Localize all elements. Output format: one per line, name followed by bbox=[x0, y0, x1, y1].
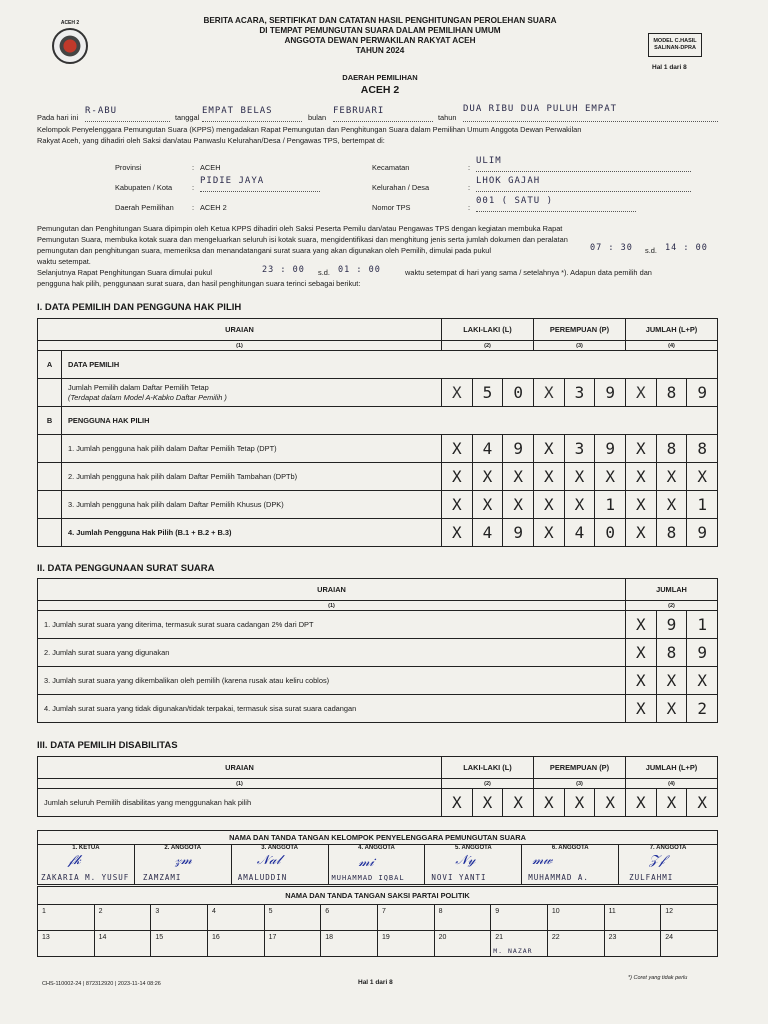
data-cell[interactable]: 4 bbox=[472, 519, 503, 547]
data-cell[interactable]: X bbox=[656, 491, 687, 519]
dapil-value: ACEH 2 bbox=[360, 84, 400, 96]
data-cell[interactable]: 0 bbox=[503, 379, 534, 407]
data-cell[interactable]: 9 bbox=[687, 639, 718, 667]
data-cell[interactable]: 9 bbox=[656, 611, 687, 639]
data-cell[interactable]: X bbox=[442, 379, 473, 407]
para-line-5b: waktu setempat di hari yang sama / setelahnya *). Adapun data pemilih dan bbox=[405, 268, 652, 277]
data-cell[interactable]: 1 bbox=[687, 491, 718, 519]
col-uraian: URAIAN bbox=[38, 319, 442, 341]
start-time[interactable]: 07 : 30 bbox=[590, 243, 633, 253]
data-cell[interactable]: 8 bbox=[656, 519, 687, 547]
saksi-slot[interactable]: 20 bbox=[434, 931, 491, 957]
col-uraian: URAIAN bbox=[38, 757, 442, 779]
doc-title-2: DI TEMPAT PEMUNGUTAN SUARA DALAM PEMILIHAN UMUM bbox=[259, 26, 501, 35]
data-cell[interactable]: X bbox=[534, 435, 565, 463]
saksi-slot[interactable]: 1 bbox=[38, 905, 95, 931]
data-cell[interactable]: X bbox=[472, 491, 503, 519]
para-line-4: waktu setempat. bbox=[37, 257, 91, 266]
kecamatan-label: Kecamatan bbox=[372, 163, 410, 172]
data-cell[interactable]: X bbox=[626, 695, 657, 723]
col-num: (2) bbox=[442, 779, 534, 789]
col-num: (1) bbox=[38, 601, 626, 611]
data-cell[interactable]: 5 bbox=[472, 379, 503, 407]
data-cell[interactable]: 9 bbox=[503, 435, 534, 463]
b4-label: 4. Jumlah Pengguna Hak Pilih (B.1 + B.2 + B.3) bbox=[62, 519, 442, 547]
kpps-member[interactable] bbox=[522, 845, 619, 885]
saksi-slot[interactable]: 10 bbox=[547, 905, 604, 931]
doc-title-4: TAHUN 2024 bbox=[355, 46, 405, 55]
member-name: ZULFAHMI bbox=[629, 873, 674, 882]
saksi-slot[interactable]: 11 bbox=[604, 905, 661, 931]
ss-row-2-label: 2. Jumlah surat suara yang digunakan bbox=[38, 639, 626, 667]
section-b-title: PENGGUNA HAK PILIH bbox=[62, 407, 718, 435]
data-cell[interactable]: X bbox=[595, 789, 626, 817]
kecamatan-field[interactable]: ULIM bbox=[476, 156, 691, 172]
data-cell[interactable]: X bbox=[595, 463, 626, 491]
data-cell[interactable]: X bbox=[626, 491, 657, 519]
data-cell[interactable]: 8 bbox=[656, 379, 687, 407]
tanggal-label: tanggal bbox=[175, 113, 200, 122]
data-cell[interactable]: X bbox=[564, 491, 595, 519]
count-end-time[interactable]: 01 : 00 bbox=[338, 265, 381, 275]
data-cell[interactable]: X bbox=[534, 463, 565, 491]
member-role: 1. KETUA bbox=[72, 845, 100, 851]
member-role: 7. ANGGOTA bbox=[649, 845, 687, 851]
kpps-member[interactable] bbox=[134, 845, 231, 885]
model-line-2: SALINAN-DPRA bbox=[654, 45, 696, 51]
dpt-label-2: (Terdapat dalam Model A-Kabko Daftar Pemilih ) bbox=[68, 392, 227, 402]
data-cell[interactable]: X bbox=[687, 789, 718, 817]
member-name: ZAKARIA M. YUSUF bbox=[41, 873, 130, 882]
saksi-slot[interactable]: 18 bbox=[321, 931, 378, 957]
data-cell[interactable]: X bbox=[472, 789, 503, 817]
b1-label: 1. Jumlah pengguna hak pilih dalam Daftar Pemilih Tetap (DPT) bbox=[62, 435, 442, 463]
data-cell[interactable]: X bbox=[687, 667, 718, 695]
ss-row-4-label: 4. Jumlah surat suara yang tidak digunakan/tidak terpakai, termasuk sisa surat suara cadangan bbox=[38, 695, 626, 723]
saksi-slot[interactable]: 17 bbox=[264, 931, 321, 957]
signature-mark: 𝒻𝓀 bbox=[68, 853, 81, 868]
member-name: NOVI YANTI bbox=[431, 873, 487, 882]
data-cell[interactable]: 3 bbox=[564, 379, 595, 407]
tps-label: Nomor TPS bbox=[372, 203, 411, 212]
saksi-slot[interactable]: 8 bbox=[434, 905, 491, 931]
section-3-table bbox=[37, 756, 718, 817]
data-cell[interactable]: X bbox=[656, 789, 687, 817]
col-jumlah: JUMLAH (L+P) bbox=[626, 757, 718, 779]
data-cell[interactable]: X bbox=[626, 667, 657, 695]
data-cell[interactable]: 9 bbox=[687, 379, 718, 407]
data-cell[interactable]: 4 bbox=[472, 435, 503, 463]
section-2-title: II. DATA PENGGUNAAN SURAT SUARA bbox=[37, 563, 215, 574]
kpps-member[interactable] bbox=[425, 845, 522, 885]
saksi-title: NAMA DAN TANDA TANGAN SAKSI PARTAI POLITIK bbox=[38, 887, 718, 905]
saksi-slot[interactable]: 9 bbox=[491, 905, 548, 931]
para-line-2: Pemungutan Suara, membuka kotak suara dan mengeluarkan seluruh isi kotak suara, mengidentifikasi dan menghitung jenis serta jumlah dokumen dan peralatan bbox=[37, 235, 568, 244]
bulan-label: bulan bbox=[308, 113, 327, 122]
data-cell[interactable]: X bbox=[442, 435, 473, 463]
data-cell[interactable]: 3 bbox=[564, 435, 595, 463]
saksi-number: 21 bbox=[495, 934, 504, 941]
saksi-slot[interactable]: 23 bbox=[604, 931, 661, 957]
data-cell[interactable]: X bbox=[503, 789, 534, 817]
saksi-slot[interactable]: 2 bbox=[94, 905, 151, 931]
kpps-member[interactable] bbox=[619, 845, 718, 885]
data-cell[interactable]: X bbox=[442, 463, 473, 491]
saksi-slot[interactable]: 15 bbox=[151, 931, 208, 957]
col-num: (2) bbox=[442, 341, 534, 351]
member-role: 2. ANGGOTA bbox=[164, 845, 202, 851]
col-num: (3) bbox=[534, 341, 626, 351]
saksi-slot[interactable]: 22 bbox=[547, 931, 604, 957]
signature-mark: 𝒵𝒻 bbox=[649, 853, 665, 868]
saksi-slot[interactable]: 24 bbox=[661, 931, 718, 957]
section-2-table bbox=[37, 578, 718, 723]
para-line-5a: Selanjutnya Rapat Penghitungan Suara dimulai pukul bbox=[37, 268, 213, 277]
data-cell[interactable]: X bbox=[472, 463, 503, 491]
model-box bbox=[648, 33, 702, 57]
provinsi-label: Provinsi bbox=[115, 163, 142, 172]
data-cell[interactable]: 2 bbox=[687, 695, 718, 723]
member-role: 6. ANGGOTA bbox=[551, 845, 589, 851]
data-cell[interactable]: X bbox=[656, 463, 687, 491]
kpps-member[interactable] bbox=[231, 845, 328, 885]
data-cell[interactable]: 8 bbox=[656, 639, 687, 667]
col-num: (4) bbox=[626, 779, 718, 789]
member-name: ZAMZAMI bbox=[142, 873, 182, 882]
col-jumlah: JUMLAH (L+P) bbox=[626, 319, 718, 341]
model-line-1: MODEL C.HASIL bbox=[653, 38, 697, 44]
disabilitas-label: Jumlah seluruh Pemilih disabilitas yang menggunakan hak pilih bbox=[38, 789, 442, 817]
footer-note: *) Coret yang tidak perlu bbox=[628, 975, 688, 981]
saksi-slot[interactable]: 4 bbox=[207, 905, 264, 931]
data-cell[interactable]: 9 bbox=[687, 519, 718, 547]
saksi-slot[interactable]: 12 bbox=[661, 905, 718, 931]
kpps-member[interactable] bbox=[328, 845, 425, 885]
b2-label: 2. Jumlah pengguna hak pilih dalam Daftar Pemilih Tambahan (DPTb) bbox=[62, 463, 442, 491]
tanggal-field[interactable]: EMPAT BELAS bbox=[202, 106, 302, 122]
kabupaten-label: Kabupaten / Kota bbox=[115, 183, 173, 192]
ss-row-1-label: 1. Jumlah surat suara yang diterima, termasuk surat suara cadangan 2% dari DPT bbox=[38, 611, 626, 639]
data-cell[interactable]: X bbox=[534, 519, 565, 547]
data-cell[interactable]: X bbox=[656, 695, 687, 723]
count-start-time[interactable]: 23 : 00 bbox=[262, 265, 305, 275]
section-3-title: III. DATA PEMILIH DISABILITAS bbox=[37, 740, 178, 751]
kip-logo bbox=[52, 28, 88, 64]
dapil-field: ACEH 2 bbox=[200, 203, 227, 212]
kpps-title: NAMA DAN TANDA TANGAN KELOMPOK PENYELENGGARA PEMUNGUTAN SUARA bbox=[38, 831, 718, 845]
section-1-title: I. DATA PEMILIH DAN PENGGUNA HAK PILIH bbox=[37, 302, 242, 313]
data-cell[interactable]: X bbox=[442, 519, 473, 547]
saksi-table bbox=[37, 886, 718, 957]
data-cell[interactable]: X bbox=[503, 491, 534, 519]
signature-mark: 𝒩𝒶𝓁 bbox=[256, 853, 281, 868]
para-line-6: pengguna hak pilih, penggunaan surat suara, dan hasil penghitungan suara terinci sebagai berikut: bbox=[37, 279, 361, 288]
saksi-slot-21[interactable] bbox=[491, 931, 548, 957]
data-cell[interactable]: 1 bbox=[595, 491, 626, 519]
signature-mark: 𝓏𝓂 bbox=[174, 853, 192, 868]
section-1-table bbox=[37, 318, 718, 547]
doc-title-1: BERITA ACARA, SERTIFIKAT DAN CATATAN HASIL PENGHITUNGAN PEROLEHAN SUARA bbox=[203, 16, 557, 25]
hari-field[interactable]: R-ABU bbox=[85, 106, 170, 122]
doc-title-3: ANGGOTA DEWAN PERWAKILAN RAKYAT ACEH bbox=[284, 36, 476, 45]
data-cell[interactable]: 9 bbox=[503, 519, 534, 547]
data-cell[interactable]: X bbox=[626, 463, 657, 491]
col-num: (3) bbox=[534, 779, 626, 789]
col-num: (2) bbox=[626, 601, 718, 611]
data-cell[interactable]: X bbox=[442, 491, 473, 519]
col-uraian: URAIAN bbox=[38, 579, 626, 601]
intro-text-2: Rakyat Aceh, yang dihadiri oleh Saksi dan/atau Panwaslu Kelurahan/Desa / Pengawas TPS, bertempat di: bbox=[37, 136, 385, 145]
saksi-slot[interactable]: 19 bbox=[377, 931, 434, 957]
member-name: MUHAMMAD A. bbox=[528, 873, 589, 882]
para-line-3: pemungutan dan penghitungan suara, memeriksa dan menandatangani surat suara yang akan digunakan oleh Pemilih, dimulai pada pukul bbox=[37, 246, 492, 255]
section-a-title: DATA PEMILIH bbox=[62, 351, 718, 379]
footer-page: Hal 1 dari 8 bbox=[358, 979, 393, 986]
saksi-slot[interactable]: 6 bbox=[321, 905, 378, 931]
data-cell[interactable]: X bbox=[564, 463, 595, 491]
kelurahan-field[interactable]: LHOK GAJAH bbox=[476, 176, 691, 192]
data-cell[interactable]: X bbox=[626, 379, 657, 407]
data-cell[interactable]: X bbox=[626, 611, 657, 639]
sd-2: s.d. bbox=[318, 268, 330, 277]
section-b-letter: B bbox=[38, 407, 62, 435]
data-cell[interactable]: 1 bbox=[687, 611, 718, 639]
bulan-field[interactable]: FEBRUARI bbox=[333, 106, 433, 122]
dpt-label bbox=[62, 379, 442, 407]
data-cell[interactable]: 8 bbox=[687, 435, 718, 463]
member-name: AMALUDDIN bbox=[237, 873, 288, 882]
col-perempuan: PEREMPUAN (P) bbox=[534, 319, 626, 341]
kelurahan-label: Kelurahan / Desa bbox=[372, 183, 430, 192]
signature-mark: 𝒩𝓎 bbox=[455, 853, 476, 868]
signature-mark: 𝓂𝒾 bbox=[358, 855, 374, 870]
member-role: 4. ANGGOTA bbox=[358, 845, 395, 851]
saksi-slot[interactable]: 5 bbox=[264, 905, 321, 931]
tahun-field[interactable]: DUA RIBU DUA PULUH EMPAT bbox=[463, 104, 718, 122]
tahun-label: tahun bbox=[438, 113, 457, 122]
saksi-slot[interactable]: 14 bbox=[94, 931, 151, 957]
end-time[interactable]: 14 : 00 bbox=[665, 243, 708, 253]
col-laki: LAKI-LAKI (L) bbox=[442, 319, 534, 341]
intro-text-1: Kelompok Penyelenggara Pemungutan Suara (KPPS) mengadakan Rapat Pemungutan dan Penghitungan Suara dalam Pemilihan Umum Anggota Dewan Perwakilan bbox=[37, 125, 582, 134]
data-cell[interactable]: X bbox=[534, 789, 565, 817]
logo-label: ACEH 2 bbox=[60, 20, 80, 26]
dpt-label-1: Jumlah Pemilih dalam Daftar Pemilih Tetap bbox=[68, 382, 209, 392]
data-cell[interactable]: X bbox=[503, 463, 534, 491]
dapil-label: Daerah Pemilihan bbox=[115, 203, 174, 212]
para-line-1: Pemungutan dan Penghitungan Suara dipimpin oleh Ketua KPPS dihadiri oleh Saksi Peserta Pemilu dan/atau Pengawas TPS dengan kegiatan membuka Rapat bbox=[37, 224, 563, 233]
col-perempuan: PEREMPUAN (P) bbox=[534, 757, 626, 779]
dapil-heading: DAERAH PEMILIHAN bbox=[342, 73, 418, 82]
col-num: (4) bbox=[626, 341, 718, 351]
data-cell[interactable]: 9 bbox=[595, 379, 626, 407]
data-cell[interactable]: X bbox=[687, 463, 718, 491]
intro-pada-hari: Pada hari ini bbox=[37, 113, 79, 122]
data-cell[interactable]: 9 bbox=[595, 435, 626, 463]
doc-code: CHS-110002-24 | 872312920 | 2023-11-14 08:26 bbox=[42, 981, 161, 987]
ss-row-3-label: 3. Jumlah surat suara yang dikembalikan oleh pemilih (karena rusak atau keliru coblos) bbox=[38, 667, 626, 695]
signature-mark: 𝓂𝓌 bbox=[532, 853, 553, 868]
data-cell[interactable]: X bbox=[656, 667, 687, 695]
member-role: 3. ANGGOTA bbox=[261, 845, 298, 851]
data-cell[interactable]: 4 bbox=[564, 519, 595, 547]
data-cell[interactable]: 0 bbox=[595, 519, 626, 547]
col-num: (1) bbox=[38, 341, 442, 351]
member-role: 5. ANGGOTA bbox=[455, 845, 492, 851]
b3-label: 3. Jumlah pengguna hak pilih dalam Daftar Pemilih Khusus (DPK) bbox=[62, 491, 442, 519]
saksi-slot[interactable]: 13 bbox=[38, 931, 95, 957]
sd-1: s.d. bbox=[645, 246, 657, 255]
member-name: MUHAMMAD IQBAL bbox=[331, 874, 405, 882]
kpps-signature-table bbox=[37, 830, 718, 885]
data-cell[interactable]: X bbox=[626, 639, 657, 667]
data-cell[interactable]: X bbox=[534, 491, 565, 519]
saksi-slot[interactable]: 3 bbox=[151, 905, 208, 931]
col-num: (1) bbox=[38, 779, 442, 789]
data-cell[interactable]: X bbox=[626, 789, 657, 817]
kabupaten-field[interactable]: PIDIE JAYA bbox=[200, 176, 320, 192]
page-indicator: Hal 1 dari 8 bbox=[652, 64, 687, 71]
data-cell[interactable]: 8 bbox=[656, 435, 687, 463]
saksi-slot[interactable]: 16 bbox=[207, 931, 264, 957]
data-cell[interactable]: X bbox=[534, 379, 565, 407]
section-a-letter: A bbox=[38, 351, 62, 379]
saksi-name: M. NAZAR bbox=[493, 947, 533, 955]
col-laki: LAKI-LAKI (L) bbox=[442, 757, 534, 779]
kpps-member[interactable] bbox=[38, 845, 135, 885]
saksi-slot[interactable]: 7 bbox=[377, 905, 434, 931]
tps-field[interactable]: 001 ( SATU ) bbox=[476, 196, 636, 212]
col-jumlah: JUMLAH bbox=[626, 579, 718, 601]
data-cell[interactable]: X bbox=[626, 435, 657, 463]
provinsi-value: ACEH bbox=[200, 163, 221, 172]
data-cell[interactable]: X bbox=[442, 789, 473, 817]
data-cell[interactable]: X bbox=[626, 519, 657, 547]
data-cell[interactable]: X bbox=[564, 789, 595, 817]
